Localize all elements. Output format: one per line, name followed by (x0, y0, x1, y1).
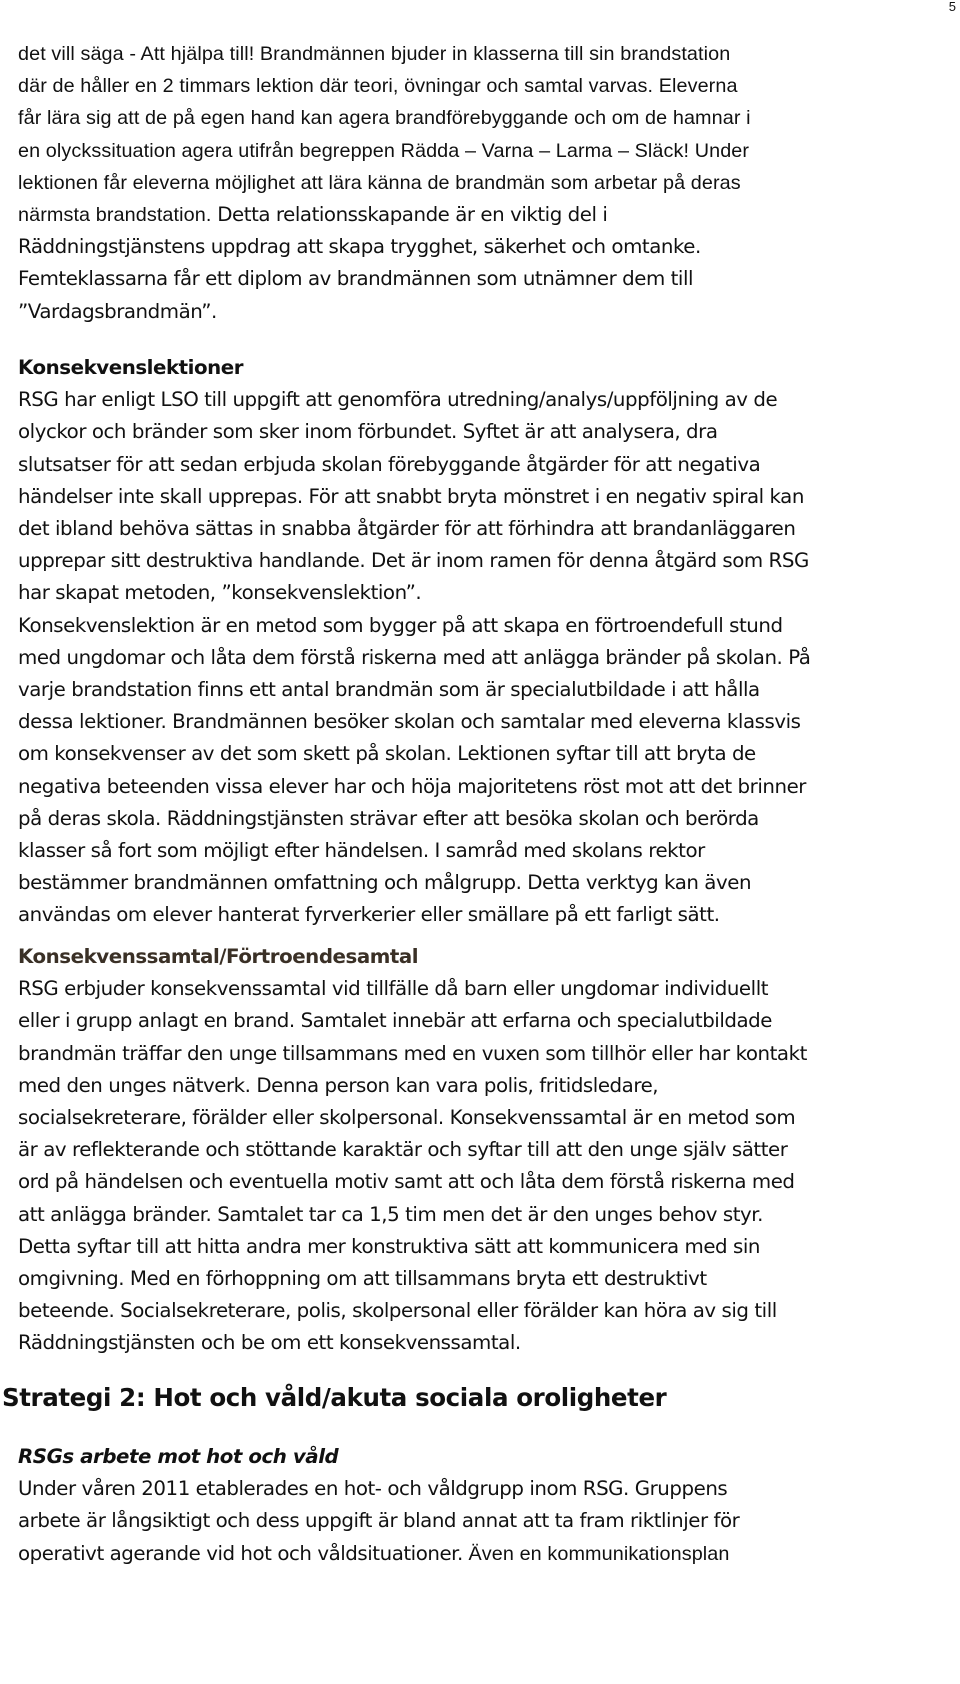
body-line: att anlägga bränder. Samtalet tar ca 1,5 tim men det är den unges behov styr. (18, 1202, 763, 1226)
body-line: eller i grupp anlagt en brand. Samtalet innebär att erfarna och specialutbildade (18, 1009, 773, 1033)
body-line: det ibland behöva sättas in snabba åtgärder för att förhindra att brandanläggaren (18, 517, 796, 541)
intro-line-text: närmsta brandstation. (18, 204, 212, 227)
strategi2-section (18, 1441, 950, 1570)
body-line: socialsekreterare, förälder eller skolpersonal. Konsekvenssamtal är en metod som (18, 1106, 796, 1130)
page-number: 5 (948, 0, 956, 14)
body-line: RSG erbjuder konsekvenssamtal vid tillfälle då barn eller ungdomar individuellt (18, 977, 769, 1001)
body-line: Konsekvenslektion är en metod som bygger på att skapa en förtroendefull stund (18, 613, 783, 637)
subsection-heading: RSGs arbete mot hot och våld (18, 1445, 339, 1468)
body-line: klasser så fort som möjligt efter händelsen. I samråd med skolans rektor (18, 839, 705, 863)
body-line: Under våren 2011 etablerades en hot- och våldgrupp inom RSG. Gruppens (18, 1477, 728, 1501)
konsekvenssamtal-section (18, 941, 950, 1360)
body-line-text: operativt agerande vid hot och våldsituationer. (18, 1541, 463, 1565)
body-line: varje brandstation finns ett antal brandmän som är specialutbildade i att hålla (18, 678, 760, 702)
body-line: arbete är långsiktigt och dess uppgift är bland annat att ta fram riktlinjer för (18, 1509, 740, 1533)
intro-line: det vill säga - Att hjälpa till! Brandmännen bjuder in klasserna till sin brandstation (18, 43, 731, 65)
section-heading: Konsekvenslektioner (18, 356, 244, 379)
body-line: dessa lektioner. Brandmännen besöker skolan och samtalar med eleverna klassvis (18, 710, 801, 734)
body-line: med ungdomar och låta dem förstå riskerna med att anlägga bränder på skolan. På (18, 645, 811, 669)
intro-line: lektionen får eleverna möjlighet att lära känna de brandmän som arbetar på deras (18, 171, 741, 194)
body-line: Räddningstjänsten och be om ett konsekvenssamtal. (18, 1331, 521, 1355)
intro-line (18, 199, 950, 231)
body-line: bestämmer brandmännen omfattning och målgrupp. Detta verktyg kan även (18, 871, 752, 895)
konsekvenslektioner-section (18, 352, 950, 932)
body-line: upprepar sitt destruktiva handlande. Det är inom ramen för denna åtgärd som RSG (18, 549, 809, 573)
body-line: har skapat metoden, ”konsekvenslektion”. (18, 581, 422, 605)
body-line: användas om elever hanterat fyrverkerier eller smällare på ett farligt sätt. (18, 903, 720, 927)
body-line-text: Även en kommunikationsplan (462, 1542, 730, 1565)
konsekvenssamtal-lines (18, 973, 950, 1359)
body-line: med den unges nätverk. Denna person kan vara polis, fritidsledare, (18, 1073, 659, 1097)
body-line: RSG har enligt LSO till uppgift att genomföra utredning/analys/uppföljning av de (18, 388, 778, 412)
body-line: negativa beteenden vissa elever har och höja majoritetens röst mot att det brinner (18, 774, 806, 798)
intro-line (18, 135, 950, 167)
section-heading: Konsekvenssamtal/Förtroendesamtal (18, 945, 419, 968)
body-line: händelser inte skall upprepas. För att snabbt bryta mönstret i en negativ spiral kan (18, 484, 804, 508)
body-line: olyckor och bränder som sker inom förbundet. Syftet är att analysera, dra (18, 420, 718, 444)
body-line: slutsatser för att sedan erbjuda skolan förebyggande åtgärder för att negativa (18, 452, 761, 476)
intro-line: får lära sig att de på egen hand kan agera brandförebyggande och om de hamnar i (18, 107, 751, 130)
body-line: omgivning. Med en förhoppning om att tillsammans bryta ett destruktivt (18, 1267, 707, 1291)
body-line: beteende. Socialsekreterare, polis, skolpersonal eller förälder kan höra av sig till (18, 1299, 777, 1323)
intro-line: ”Vardagsbrandmän”. (18, 299, 217, 323)
intro-line: Femteklassarna får ett diplom av brandmännen som utnämner dem till (18, 267, 694, 291)
body-line: ord på händelsen och eventuella motiv samt att och låta dem förstå riskerna med (18, 1170, 795, 1194)
body-line (18, 1538, 950, 1570)
intro-line: Räddningstjänstens uppdrag att skapa trygghet, säkerhet och omtanke. (18, 235, 701, 259)
intro-line: där de håller en 2 timmars lektion där teori, övningar och samtal varvas. Eleverna (18, 75, 738, 98)
body-line: om konsekvenser av det som skett på skolan. Lektionen syftar till att bryta de (18, 742, 756, 766)
intro-line-text: en olyckssituation agera utifrån begreppen Rädda – Varna – Larma – Släck! (18, 139, 690, 162)
body-line: på deras skola. Räddningstjänsten strävar efter att besöka skolan och berörda (18, 806, 759, 830)
body-line: Detta syftar till att hitta andra mer konstruktiva sätt att kommunicera med sin (18, 1234, 760, 1258)
intro-line-text: Detta relationsskapande är en viktig del i (211, 203, 608, 227)
intro-line-text: Under (689, 139, 750, 162)
intro-section (18, 38, 950, 328)
body-line: brandmän träffar den unge tillsammans med en vuxen som tillhör eller har kontakt (18, 1041, 807, 1065)
strategy-title: Strategi 2: Hot och våld/akuta sociala oroligheter (2, 1383, 667, 1412)
body-line: är av reflekterande och stöttande karaktär och syftar till att den unge själv sätter (18, 1138, 788, 1162)
konsekvenslektioner-lines (18, 384, 950, 931)
